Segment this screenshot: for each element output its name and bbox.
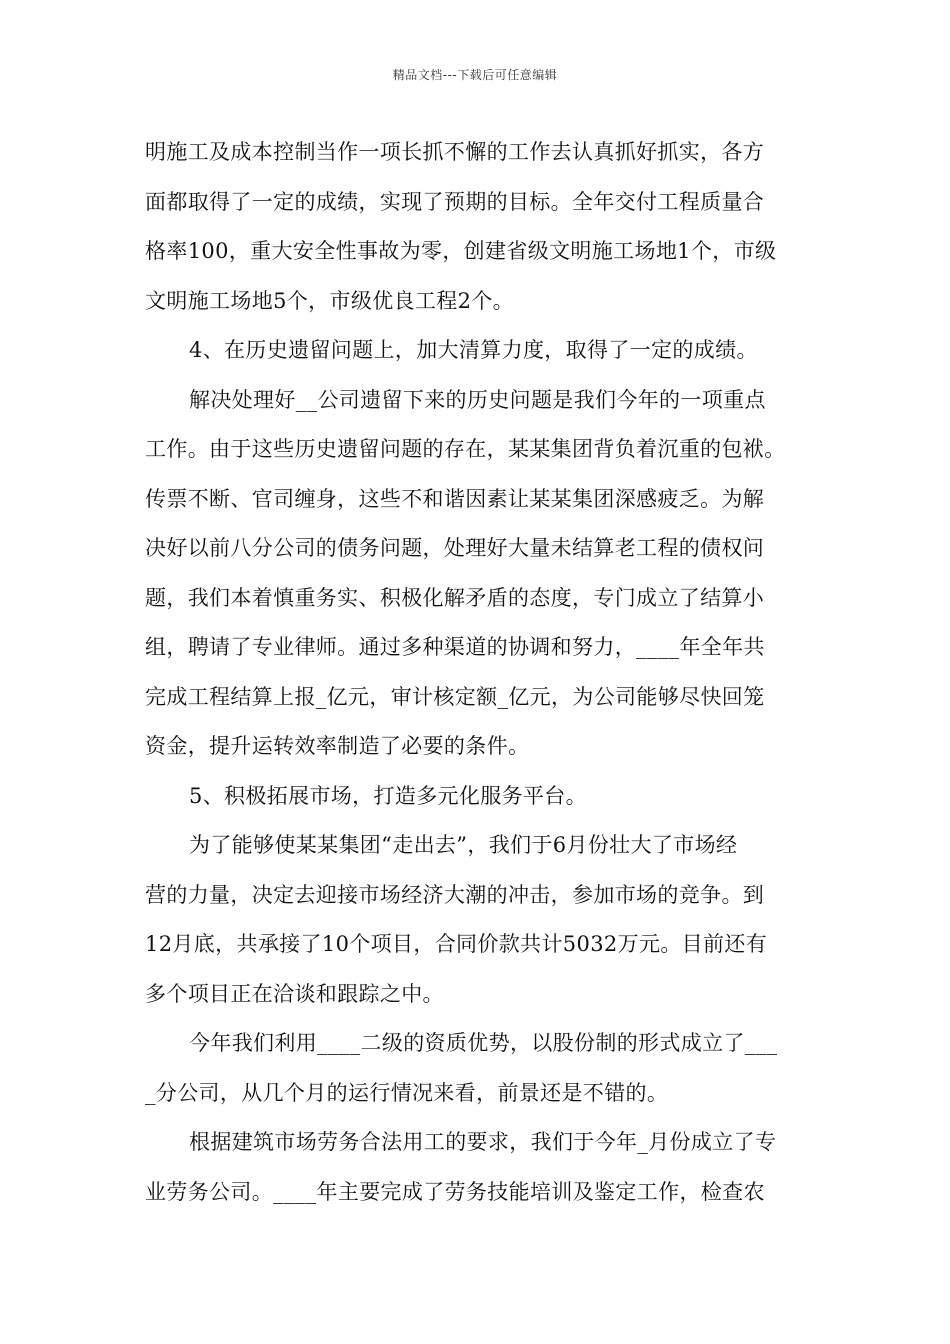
text-line: 为了能够使某某集团“走出去”，我们于6月份壮大了市场经	[189, 833, 738, 857]
text-line: 12月底，共承接了10个项目，合同价款共计5032万元。目前还有	[145, 932, 768, 956]
text-line: 面都取得了一定的成绩，实现了预期的目标。全年交付工程质量合	[145, 189, 765, 214]
text-line: 完成工程结算上报_亿元，审计核定额_亿元，为公司能够尽快回笼	[145, 684, 765, 709]
page-header: 精品文档---下载后可任意编辑	[392, 68, 558, 82]
text-line: 格率100，重大安全性事故为零，创建省级文明施工场地1个，市级	[145, 239, 777, 263]
text-line: 决好以前八分公司的债务问题，处理好大量未结算老工程的债权问	[145, 536, 765, 560]
text-line: 资金，提升运转效率制造了必要的条件。	[145, 734, 530, 758]
text-line: 解决处理好__公司遗留下来的历史问题是我们今年的一项重点	[189, 387, 766, 412]
text-line: 5、积极拓展市场，打造多元化服务平台。	[189, 783, 588, 808]
text-line: 文明施工场地5个，市级优良工程2个。	[145, 288, 515, 313]
text-line: 业劳务公司。____年主要完成了劳务技能培训及鉴定工作，检查农	[145, 1179, 765, 1204]
text-line: 今年我们利用____二级的资质优势，以股份制的形式成立了___	[189, 1031, 778, 1055]
document-body	[145, 128, 815, 1217]
text-line: 组，聘请了专业律师。通过多种渠道的协调和努力，____年全年共	[145, 635, 765, 659]
text-line: 根据建筑市场劳务合法用工的要求，我们于今年_月份成立了专	[189, 1130, 777, 1154]
text-line: 多个项目正在洽谈和跟踪之中。	[145, 981, 444, 1006]
text-line: 题，我们本着慎重务实、积极化解矛盾的态度，专门成立了结算小	[145, 585, 765, 610]
text-line: 工作。由于这些历史遗留问题的存在，某某集团背负着沉重的包袱。	[145, 437, 786, 461]
text-line: _分公司，从几个月的运行情况来看，前景还是不错的。	[145, 1080, 669, 1105]
text-line: 4、在历史遗留问题上，加大清算力度，取得了一定的成绩。	[189, 338, 758, 362]
text-line: 营的力量，决定去迎接市场经济大潮的冲击，参加市场的竞争。到	[145, 882, 765, 907]
text-line: 传票不断、官司缠身，这些不和谐因素让某某集团深感疲乏。为解	[145, 486, 765, 511]
text-line: 明施工及成本控制当作一项长抓不懈的工作去认真抓好抓实，各方	[145, 140, 765, 164]
